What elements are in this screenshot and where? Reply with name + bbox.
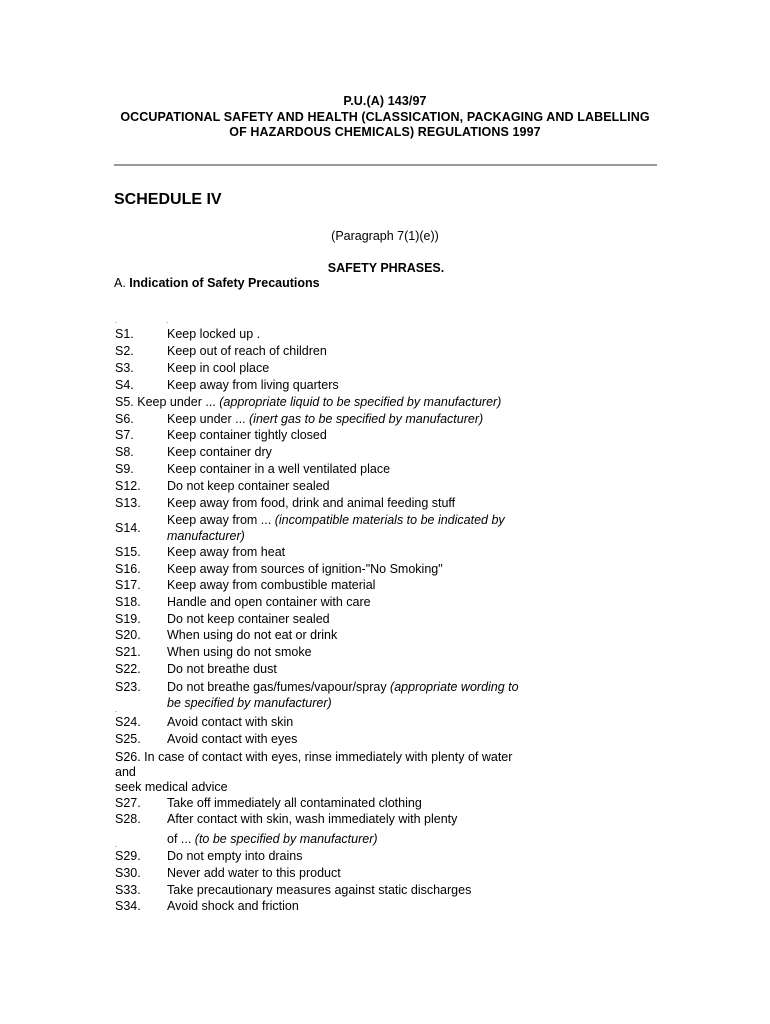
phrase-code: S33. bbox=[115, 883, 141, 897]
phrase-text-continued: seek medical advice bbox=[115, 780, 228, 794]
phrase-text: Keep away from food, drink and animal feeding stuff bbox=[167, 496, 456, 510]
phrase-text-continued bbox=[167, 695, 332, 712]
phrase-code: S2. bbox=[115, 344, 134, 358]
phrase-text: Do not breathe gas/fumes/vapour/spray (appropriate wording to bbox=[167, 680, 519, 694]
phrase-code: S7. bbox=[115, 428, 134, 442]
phrase-note: (incompatible materials to be indicated by bbox=[274, 513, 505, 527]
stray-mark: . bbox=[115, 840, 118, 849]
phrase-code: S19. bbox=[115, 612, 141, 626]
phrase-text: Keep container in a well ventilated place bbox=[167, 462, 391, 476]
phrase-code: S13. bbox=[115, 496, 141, 510]
phrase-code: S3. bbox=[115, 361, 134, 375]
phrase-text: Keep away from combustible material bbox=[167, 578, 376, 592]
stray-mark: . bbox=[166, 316, 169, 325]
paragraph-reference: (Paragraph 7(1)(e)) bbox=[331, 229, 439, 243]
schedule-heading: SCHEDULE IV bbox=[114, 191, 222, 208]
phrase-code: S16. bbox=[115, 562, 141, 576]
phrase-text: Keep out of reach of children bbox=[167, 344, 327, 358]
phrase-text: Keep away from ... (incompatible materials to be indicated by bbox=[167, 513, 505, 527]
phrase-text: Avoid contact with skin bbox=[167, 715, 294, 729]
phrase-code: S30. bbox=[115, 866, 141, 880]
phrase-text: When using do not eat or drink bbox=[167, 628, 338, 642]
safety-phrases-title: SAFETY PHRASES. bbox=[327, 261, 445, 275]
phrase-text-continued: of ... (to be specified by manufacturer) bbox=[167, 832, 378, 846]
phrase-text: Keep away from sources of ignition-"No Smoking" bbox=[167, 562, 443, 576]
phrase-code: S21. bbox=[115, 645, 141, 659]
phrase-code: S22. bbox=[115, 662, 141, 676]
phrase-note: (appropriate wording to bbox=[390, 680, 519, 694]
phrase-code: S24. bbox=[115, 715, 141, 729]
phrase-text: Do not keep container sealed bbox=[167, 479, 330, 493]
phrase-code: S20. bbox=[115, 628, 141, 642]
phrase-text: Avoid shock and friction bbox=[167, 899, 299, 913]
phrase-code: S18. bbox=[115, 595, 141, 609]
phrase-note: (to be specified by manufacturer) bbox=[194, 832, 378, 846]
phrase-text: Keep under ... (inert gas to be specified by manufacturer) bbox=[167, 412, 484, 426]
phrase-note: be specified by manufacturer) bbox=[167, 696, 332, 710]
phrase-code: S28. bbox=[115, 812, 141, 826]
phrase-text: After contact with skin, wash immediately with plenty bbox=[167, 812, 458, 826]
phrase-code: S23. bbox=[115, 680, 141, 694]
phrase-text: Keep away from heat bbox=[167, 545, 286, 559]
header-divider bbox=[114, 164, 657, 166]
phrase-code: S14. bbox=[115, 521, 141, 535]
stray-mark: . bbox=[115, 316, 118, 325]
phrase-text: S26. In case of contact with eyes, rinse immediately with plenty of water bbox=[115, 750, 513, 764]
phrase-text: Do not breathe dust bbox=[167, 662, 277, 676]
phrase-note: (inert gas to be specified by manufacturer) bbox=[249, 412, 484, 426]
phrase-code: S9. bbox=[115, 462, 134, 476]
phrase-text-continued bbox=[167, 528, 245, 545]
phrase-text: Take off immediately all contaminated clothing bbox=[167, 796, 422, 810]
regulation-title-line2: OF HAZARDOUS CHEMICALS) REGULATIONS 1997 bbox=[229, 125, 541, 139]
phrase-text: Avoid contact with eyes bbox=[167, 732, 298, 746]
section-heading: A. Indication of Safety Precautions bbox=[114, 276, 320, 290]
regulation-title-line1: OCCUPATIONAL SAFETY AND HEALTH (CLASSICATION, PACKAGING AND LABELLING bbox=[120, 110, 650, 124]
phrase-text-continued: and bbox=[115, 765, 136, 779]
phrase-note: manufacturer) bbox=[167, 529, 245, 543]
phrase-code: S25. bbox=[115, 732, 141, 746]
phrase-text: Never add water to this product bbox=[167, 866, 341, 880]
phrase-code: S8. bbox=[115, 445, 134, 459]
phrase-code: S17. bbox=[115, 578, 141, 592]
phrase-text: When using do not smoke bbox=[167, 645, 312, 659]
phrase-code: S27. bbox=[115, 796, 141, 810]
phrase-code: S29. bbox=[115, 849, 141, 863]
phrase-text: Handle and open container with care bbox=[167, 595, 371, 609]
phrase-code: S1. bbox=[115, 327, 134, 341]
phrase-note: (appropriate liquid to be specified by manufacturer) bbox=[219, 395, 502, 409]
phrase-code: S4. bbox=[115, 378, 134, 392]
phrase-text: Take precautionary measures against static discharges bbox=[167, 883, 472, 897]
phrase-code: S6. bbox=[115, 412, 134, 426]
phrase-text: Keep away from living quarters bbox=[167, 378, 339, 392]
stray-mark: . bbox=[115, 705, 118, 714]
phrase-code: S15. bbox=[115, 545, 141, 559]
phrase-text: Keep locked up . bbox=[167, 327, 261, 341]
phrase-text: Keep container tightly closed bbox=[167, 428, 327, 442]
regulation-number: P.U.(A) 143/97 bbox=[343, 94, 427, 108]
phrase-text: Do not empty into drains bbox=[167, 849, 303, 863]
phrase-text: Do not keep container sealed bbox=[167, 612, 330, 626]
phrase-text: S5. Keep under ... (appropriate liquid to be specified by manufacturer) bbox=[115, 395, 502, 409]
phrase-text: Keep in cool place bbox=[167, 361, 270, 375]
phrase-code: S34. bbox=[115, 899, 141, 913]
phrase-code: S12. bbox=[115, 479, 141, 493]
phrase-text: Keep container dry bbox=[167, 445, 272, 459]
